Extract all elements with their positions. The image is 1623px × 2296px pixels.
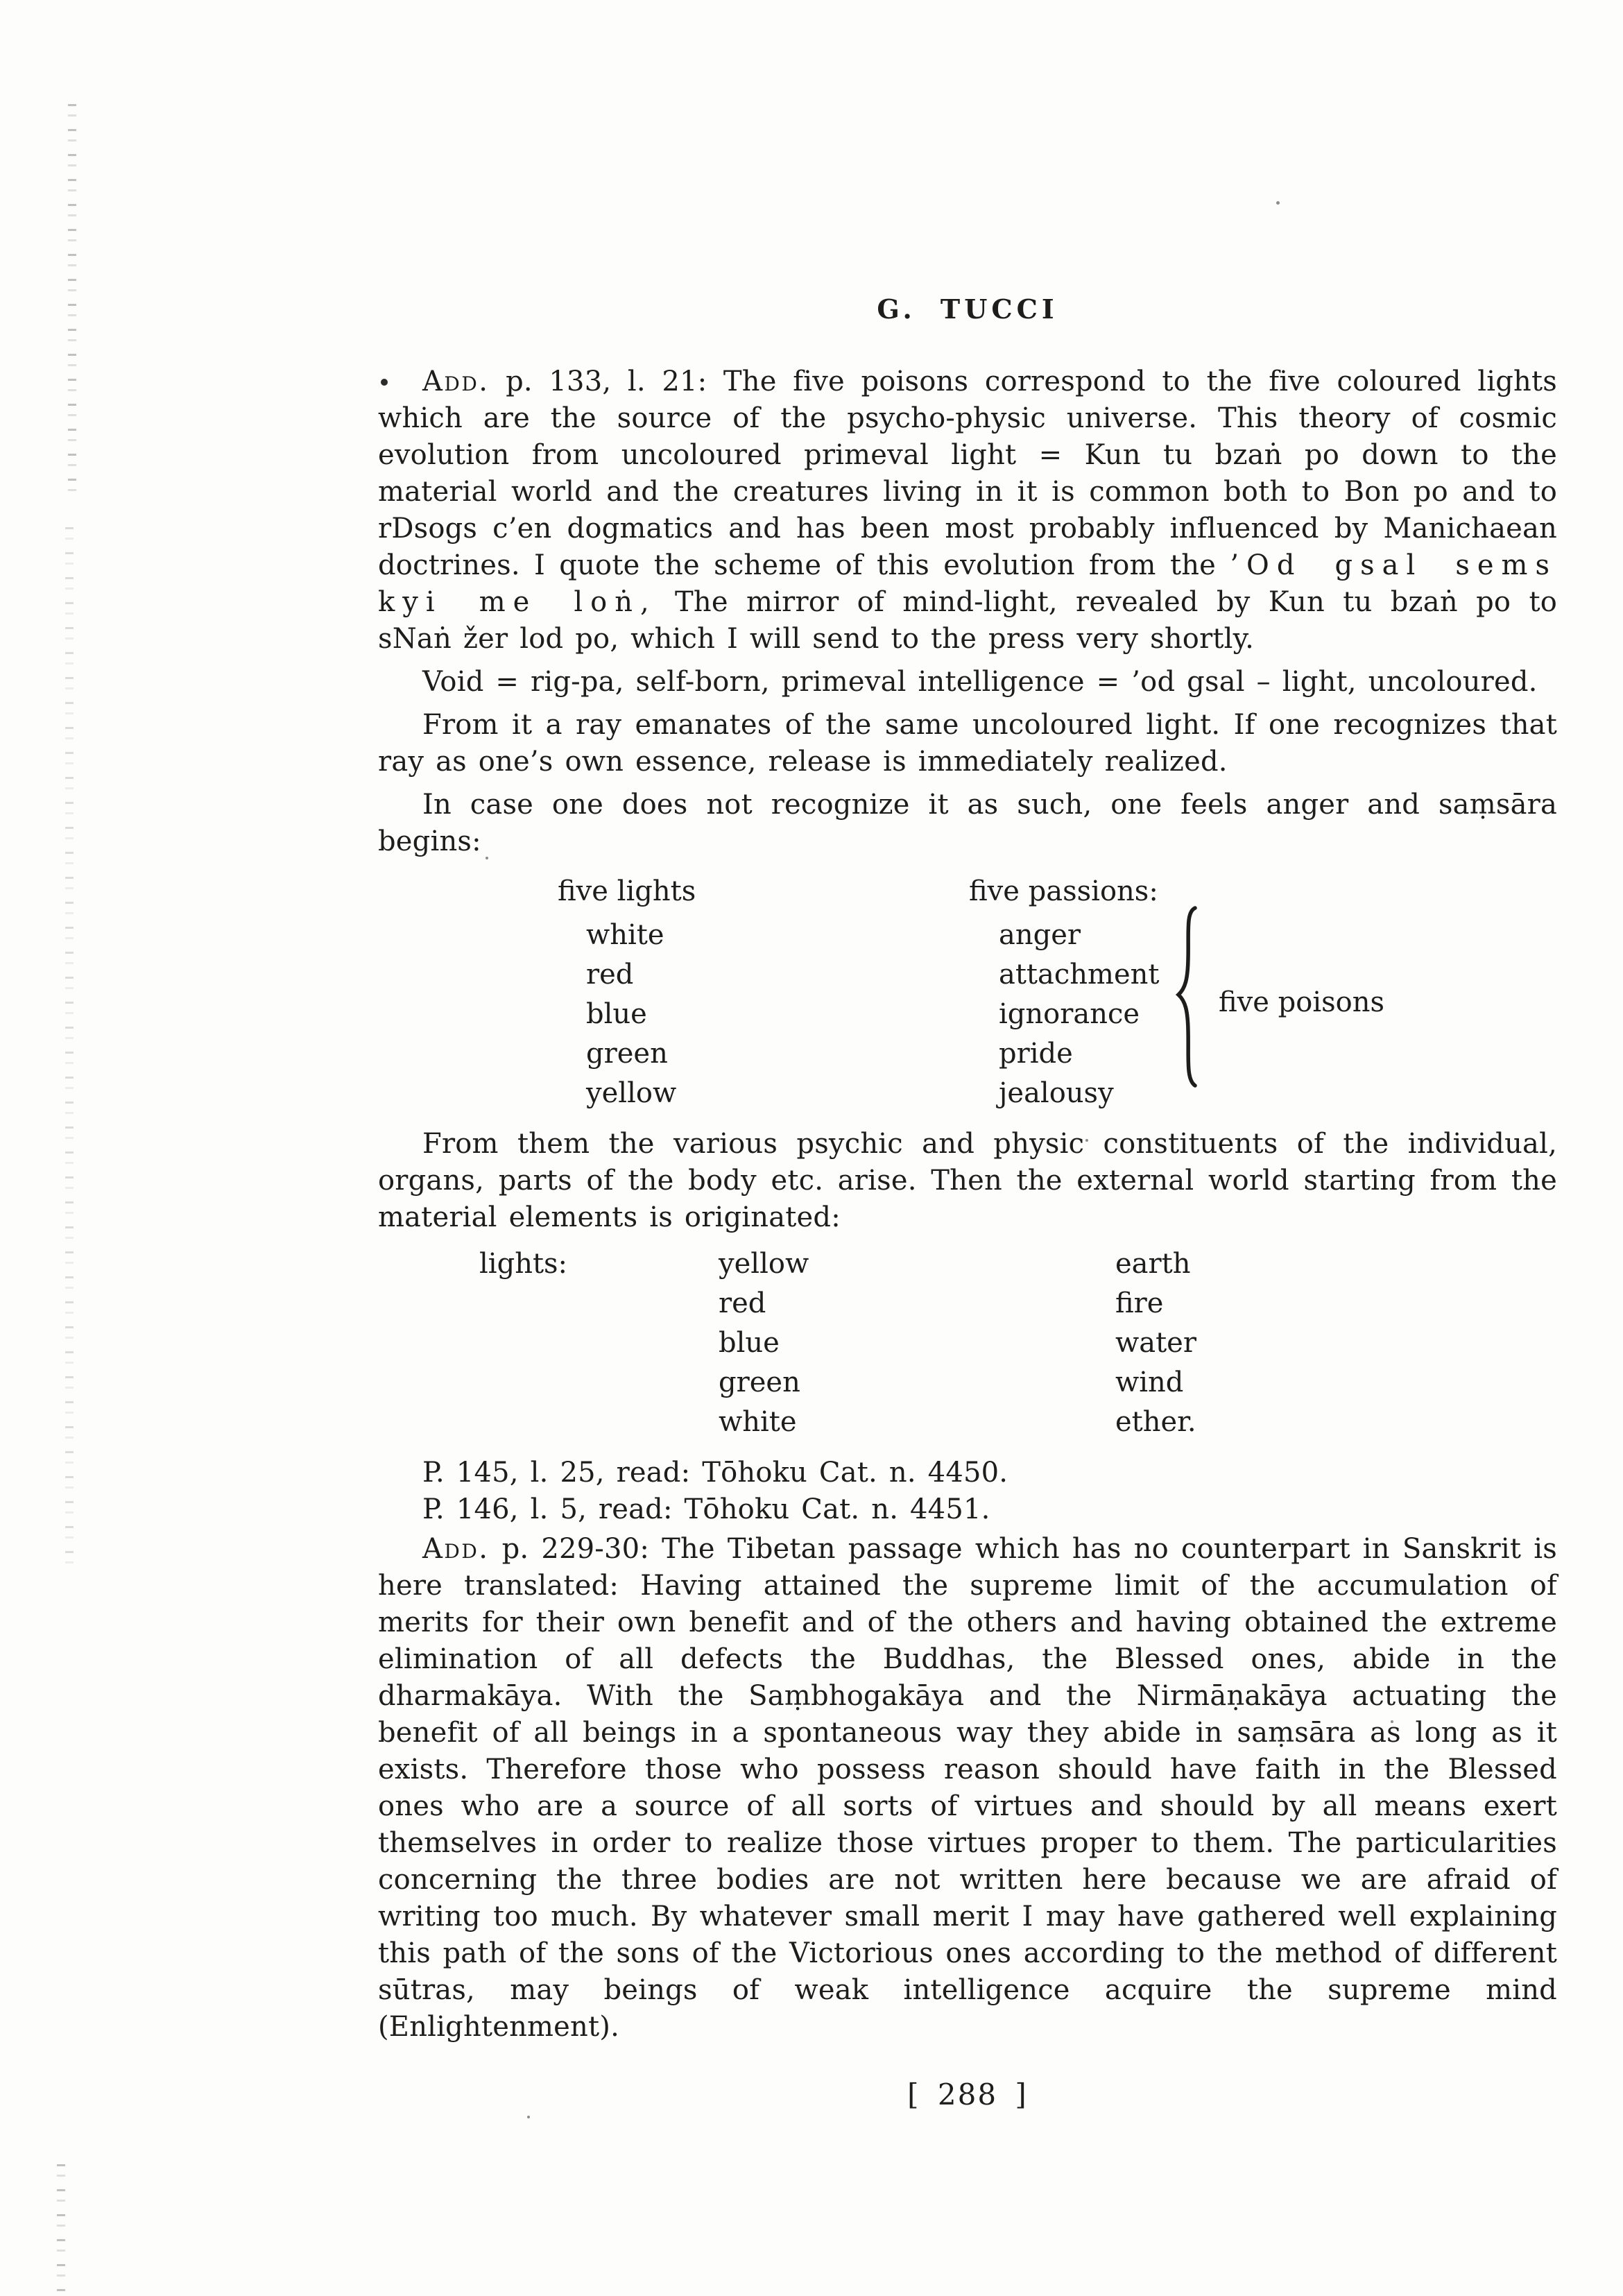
element-item: ether.	[1115, 1406, 1196, 1438]
light-item: white	[586, 919, 664, 951]
erratum-p146: P. 146, l. 5, read: Tōhoku Cat. n. 4451.	[422, 1493, 990, 1525]
element-item: earth	[1115, 1248, 1191, 1280]
scan-edge-noise	[57, 2164, 65, 2296]
page-number: [ 288 ]	[907, 2077, 1028, 2111]
erratum-p145: P. 145, l. 25, read: Tōhoku Cat. n. 4450.	[422, 1457, 1008, 1489]
paragraph-in-case: In case one does not recognize it as such, one feels anger and saṃsāra begins:	[378, 789, 1557, 857]
text-block	[378, 294, 1557, 2113]
paragraph-text: p. 229-30: The Tibetan passage which has no counterpart in Sanskrit is here translated: Having attained the supreme limit of the accumulation of merits for their own benefit and of the others and having obtained the extreme elimination of all defects the Buddhas, the Blessed ones, abide in the dharmakāya. With the Saṃbhogakāya and the Nirmāṇakāya actuating the benefit of all beings in a spontaneous way they abide in saṃsāra as long as it exists. Therefore those who possess reason should have faith in the Blessed ones who are a source of all sorts of virtues and should by all means exert themselves in order to realize those virtues proper to them. The particularities concerning the three bodies are not written here because we are afraid of writing too much. By whatever small merit I may have gathered well explaining this path of the sons of the Victorious ones according to the method of different sūtras, may beings of weak intelligence acquire the supreme mind (Enlightenment).	[378, 1533, 1557, 2043]
element-item: water	[1115, 1327, 1196, 1359]
lights-column	[719, 1244, 809, 1442]
scan-edge-noise	[65, 527, 74, 1568]
element-item: wind	[1115, 1367, 1184, 1398]
scan-speck	[527, 2116, 530, 2118]
grouping-brace-icon	[1174, 906, 1202, 1088]
light-item: red	[586, 959, 634, 991]
passion-item: pride	[999, 1038, 1073, 1070]
passion-item: ignorance	[999, 998, 1140, 1030]
elements-column	[1115, 1244, 1196, 1442]
addendum-lead: Add.	[422, 1533, 490, 1565]
light-item: blue	[586, 998, 647, 1030]
light-item: green	[586, 1038, 668, 1070]
light-item: yellow	[719, 1248, 809, 1280]
paragraph-text: The mirror of mind-light, revealed by Kun tu bzaṅ po to sNaṅ žer lod po, which I will send to the press very shortly.	[378, 586, 1558, 655]
paragraph-ray: From it a ray emanates of the same uncoloured light. If one recognizes that ray as one’s own essence, release is immediately realized.	[378, 709, 1557, 778]
five-lights-header: five lights	[558, 875, 696, 907]
passion-item: anger	[999, 919, 1081, 951]
passion-item: attachment	[999, 959, 1160, 991]
paragraph-from-them: From them the various psychic and physic constituents of the individual, organs, parts of the body etc. arise. Then the external world starting from the material elements is originated:	[378, 1128, 1557, 1233]
light-item: yellow	[586, 1077, 677, 1109]
void-equation-line: Void = rig-pa, self-born, primeval intelligence = ’od gsal – light, uncoloured.	[422, 666, 1538, 698]
lights-passions-scheme	[378, 875, 1557, 1115]
tibetan-title: ’Od gsal sems kyi me loṅ,	[378, 549, 1557, 618]
element-item: fire	[1115, 1287, 1164, 1319]
light-item: white	[719, 1406, 797, 1438]
light-item: red	[719, 1287, 766, 1319]
light-item: blue	[719, 1327, 780, 1359]
running-head-author: G. TUCCI	[877, 293, 1058, 325]
scan-edge-noise	[68, 104, 76, 492]
lights-elements-scheme	[378, 1244, 1557, 1442]
addendum-lead: Add.	[422, 366, 490, 397]
lights-row-label: lights:	[479, 1248, 568, 1280]
five-poisons-label: five poisons	[1219, 986, 1385, 1018]
paragraph-add-229	[378, 1531, 1557, 2046]
paragraph-text: p. 133, l. 21: The five poisons correspond to the five coloured lights which are the source of the psycho-physic universe. This theory of cosmic evolution from uncoloured primeval light = Kun tu bzaṅ po down to the material world and the creatures living in it is common both to Bon po and to rDsogs c’en dogmatics and has been most probably influenced by Manichaean doctrines. I quote the scheme of this evolution from the	[378, 366, 1557, 581]
light-item: green	[719, 1367, 800, 1398]
five-lights-list	[586, 916, 676, 1113]
paragraph-add-133	[378, 363, 1557, 658]
five-passions-list	[999, 916, 1159, 1113]
five-passions-header: five passions:	[969, 875, 1158, 907]
passion-item: jealousy	[999, 1077, 1114, 1109]
scan-speck	[1276, 201, 1280, 205]
